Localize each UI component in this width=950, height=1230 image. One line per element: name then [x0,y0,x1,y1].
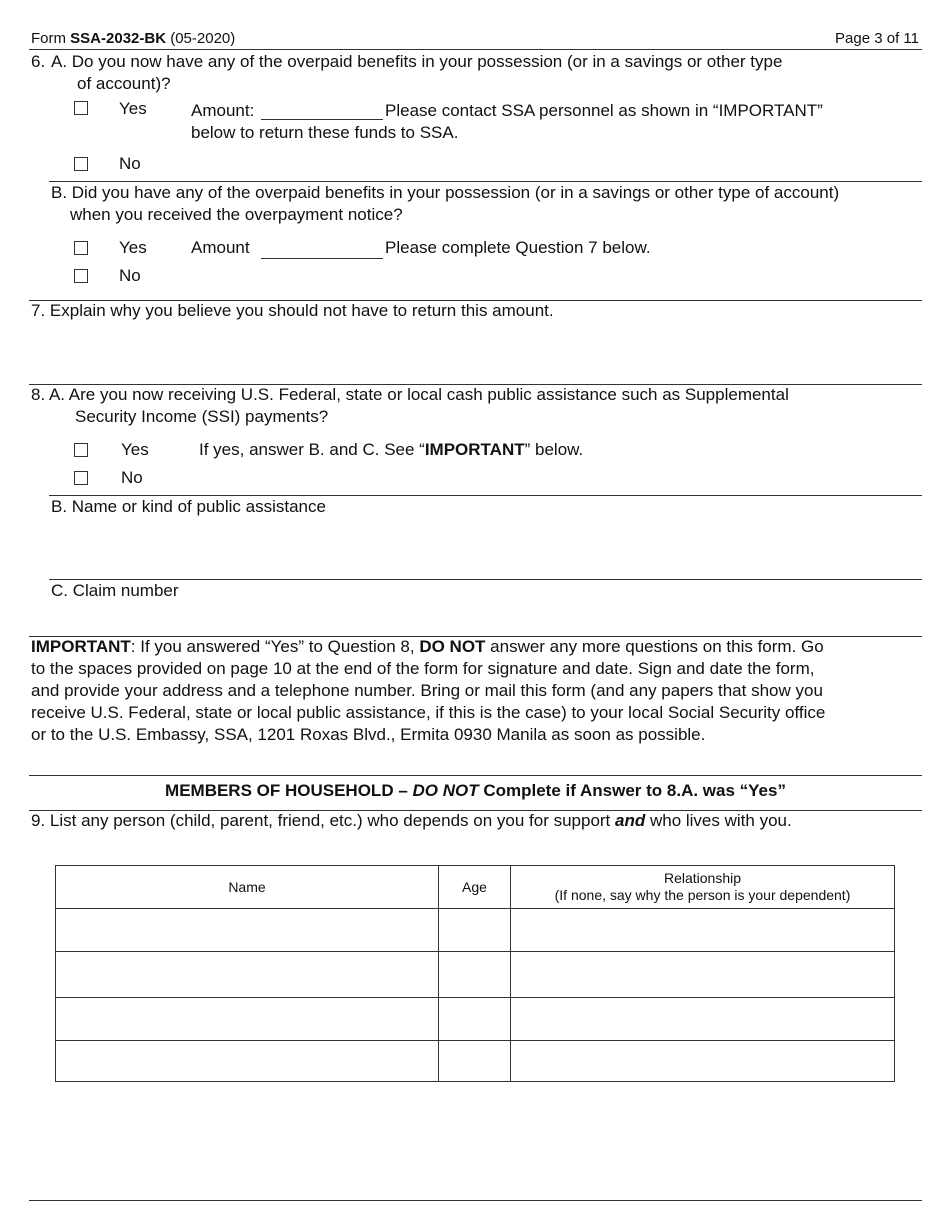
column-header-name: Name [56,866,439,909]
column-header-relationship [511,866,895,909]
q6b-question-line1: B. Did you have any of the overpaid benefits in your possession (or in a savings or other type of account) [51,183,840,202]
q6b-no-checkbox[interactable] [74,269,88,283]
q8c-answer-area[interactable] [49,602,922,634]
q8a-yes-note [199,439,583,461]
q6b-amount-field[interactable] [261,240,383,259]
page-number: Page 3 of 11 [835,30,919,47]
important-line1 [31,636,926,658]
header-divider [29,49,922,50]
column-header-age: Age [439,866,511,909]
household-table [55,865,895,1082]
q7-answer-area[interactable] [29,324,922,382]
relationship-cell[interactable] [511,909,895,952]
q9-question [31,810,792,832]
q8a-no-checkbox[interactable] [74,471,88,485]
household-title-do-not: DO NOT [412,781,479,800]
q6a-amount-label: Amount: [191,101,255,120]
form-date: (05-2020) [170,30,236,47]
name-cell[interactable] [56,1041,439,1082]
q6a-question-line2: of account)? [77,74,171,93]
important-notice [31,636,926,746]
q6b-yes-checkbox[interactable] [74,241,88,255]
q8a-yes-checkbox[interactable] [74,443,88,457]
q8b-answer-area[interactable] [49,520,922,578]
q6a-question-line1: A. Do you now have any of the overpaid benefits in your possession (or in a savings or other type [51,52,783,71]
name-cell[interactable] [56,952,439,998]
form-id: SSA-2032-BK [70,30,167,47]
q8a-note-text: If yes, answer B. and C. See “ [199,440,425,459]
table-row [56,909,895,952]
form-prefix: Form [31,30,66,47]
table-row [56,952,895,998]
q6a-no-checkbox[interactable] [74,157,88,171]
important-line1-rest: answer any more questions on this form. Go [485,637,824,656]
name-cell[interactable] [56,909,439,952]
q9-text-end: who lives with you. [645,811,792,830]
form-identifier [31,30,235,48]
important-line4: receive U.S. Federal, state or local public assistance, if this is the case) to your local Social Security office [31,703,826,722]
table-row [56,1041,895,1082]
relationship-label: Relationship [663,870,742,886]
q7-question: 7. Explain why you believe you should not have to return this amount. [31,301,554,320]
household-title-pre: MEMBERS OF HOUSEHOLD – [165,781,413,800]
q9-text: 9. List any person (child, parent, friend, etc.) who depends on you for support [31,811,616,830]
q8a-no-label: No [121,468,143,487]
relationship-cell[interactable] [511,952,895,998]
q6a-instruction-line2: below to return these funds to SSA. [191,123,459,142]
q8a-question-line1: 8. A. Are you now receiving U.S. Federal, state or local cash public assistance such as Supplemental [31,385,789,404]
age-cell[interactable] [439,909,511,952]
important-do-not: DO NOT [419,637,486,656]
age-cell[interactable] [439,952,511,998]
relationship-cell[interactable] [511,998,895,1041]
q6b-amount-label: Amount [191,238,250,257]
q6a-yes-checkbox[interactable] [74,101,88,115]
q8a-yes-label: Yes [121,440,149,459]
relationship-note: (If none, say why the person is your dependent) [554,887,851,903]
q6a-amount-field[interactable] [261,101,383,120]
q6a-instruction-line1: Please contact SSA personnel as shown in “IMPORTANT” [385,101,823,120]
q8c-divider [49,579,922,580]
age-cell[interactable] [439,1041,511,1082]
q8a-note-suffix: ” below. [524,440,584,459]
q8b-label: B. Name or kind of public assistance [51,497,326,516]
q9-and: and [615,811,646,830]
name-cell[interactable] [56,998,439,1041]
q6b-question-line2: when you received the overpayment notice? [70,205,403,224]
age-cell[interactable] [439,998,511,1041]
household-top-divider [29,775,922,776]
q8c-label: C. Claim number [51,581,179,600]
q8a-note-important: IMPORTANT [424,440,525,459]
important-line2: to the spaces provided on page 10 at the end of the form for signature and date. Sign and date the form, [31,659,815,678]
footer-divider [29,1200,922,1201]
household-table-header [56,866,895,909]
important-heading: IMPORTANT [31,637,131,656]
household-title-post: Complete if Answer to 8.A. was “Yes” [478,781,786,800]
important-line3: and provide your address and a telephone number. Bring or mail this form (and any papers that show you [31,681,823,700]
q6-number: 6. [31,52,46,71]
q8a-question-line2: Security Income (SSI) payments? [75,407,329,426]
q6b-no-label: No [119,266,141,285]
important-text1: : If you answered “Yes” to Question 8, [130,637,420,656]
table-row [56,998,895,1041]
relationship-cell[interactable] [511,1041,895,1082]
q6b-instruction: Please complete Question 7 below. [385,238,651,257]
q6b-yes-label: Yes [119,238,147,257]
important-line5: or to the U.S. Embassy, SSA, 1201 Roxas Blvd., Ermita 0930 Manila as soon as possible. [31,725,706,744]
q6a-no-label: No [119,154,141,173]
q6a-yes-label: Yes [119,99,147,118]
household-title [29,780,922,802]
